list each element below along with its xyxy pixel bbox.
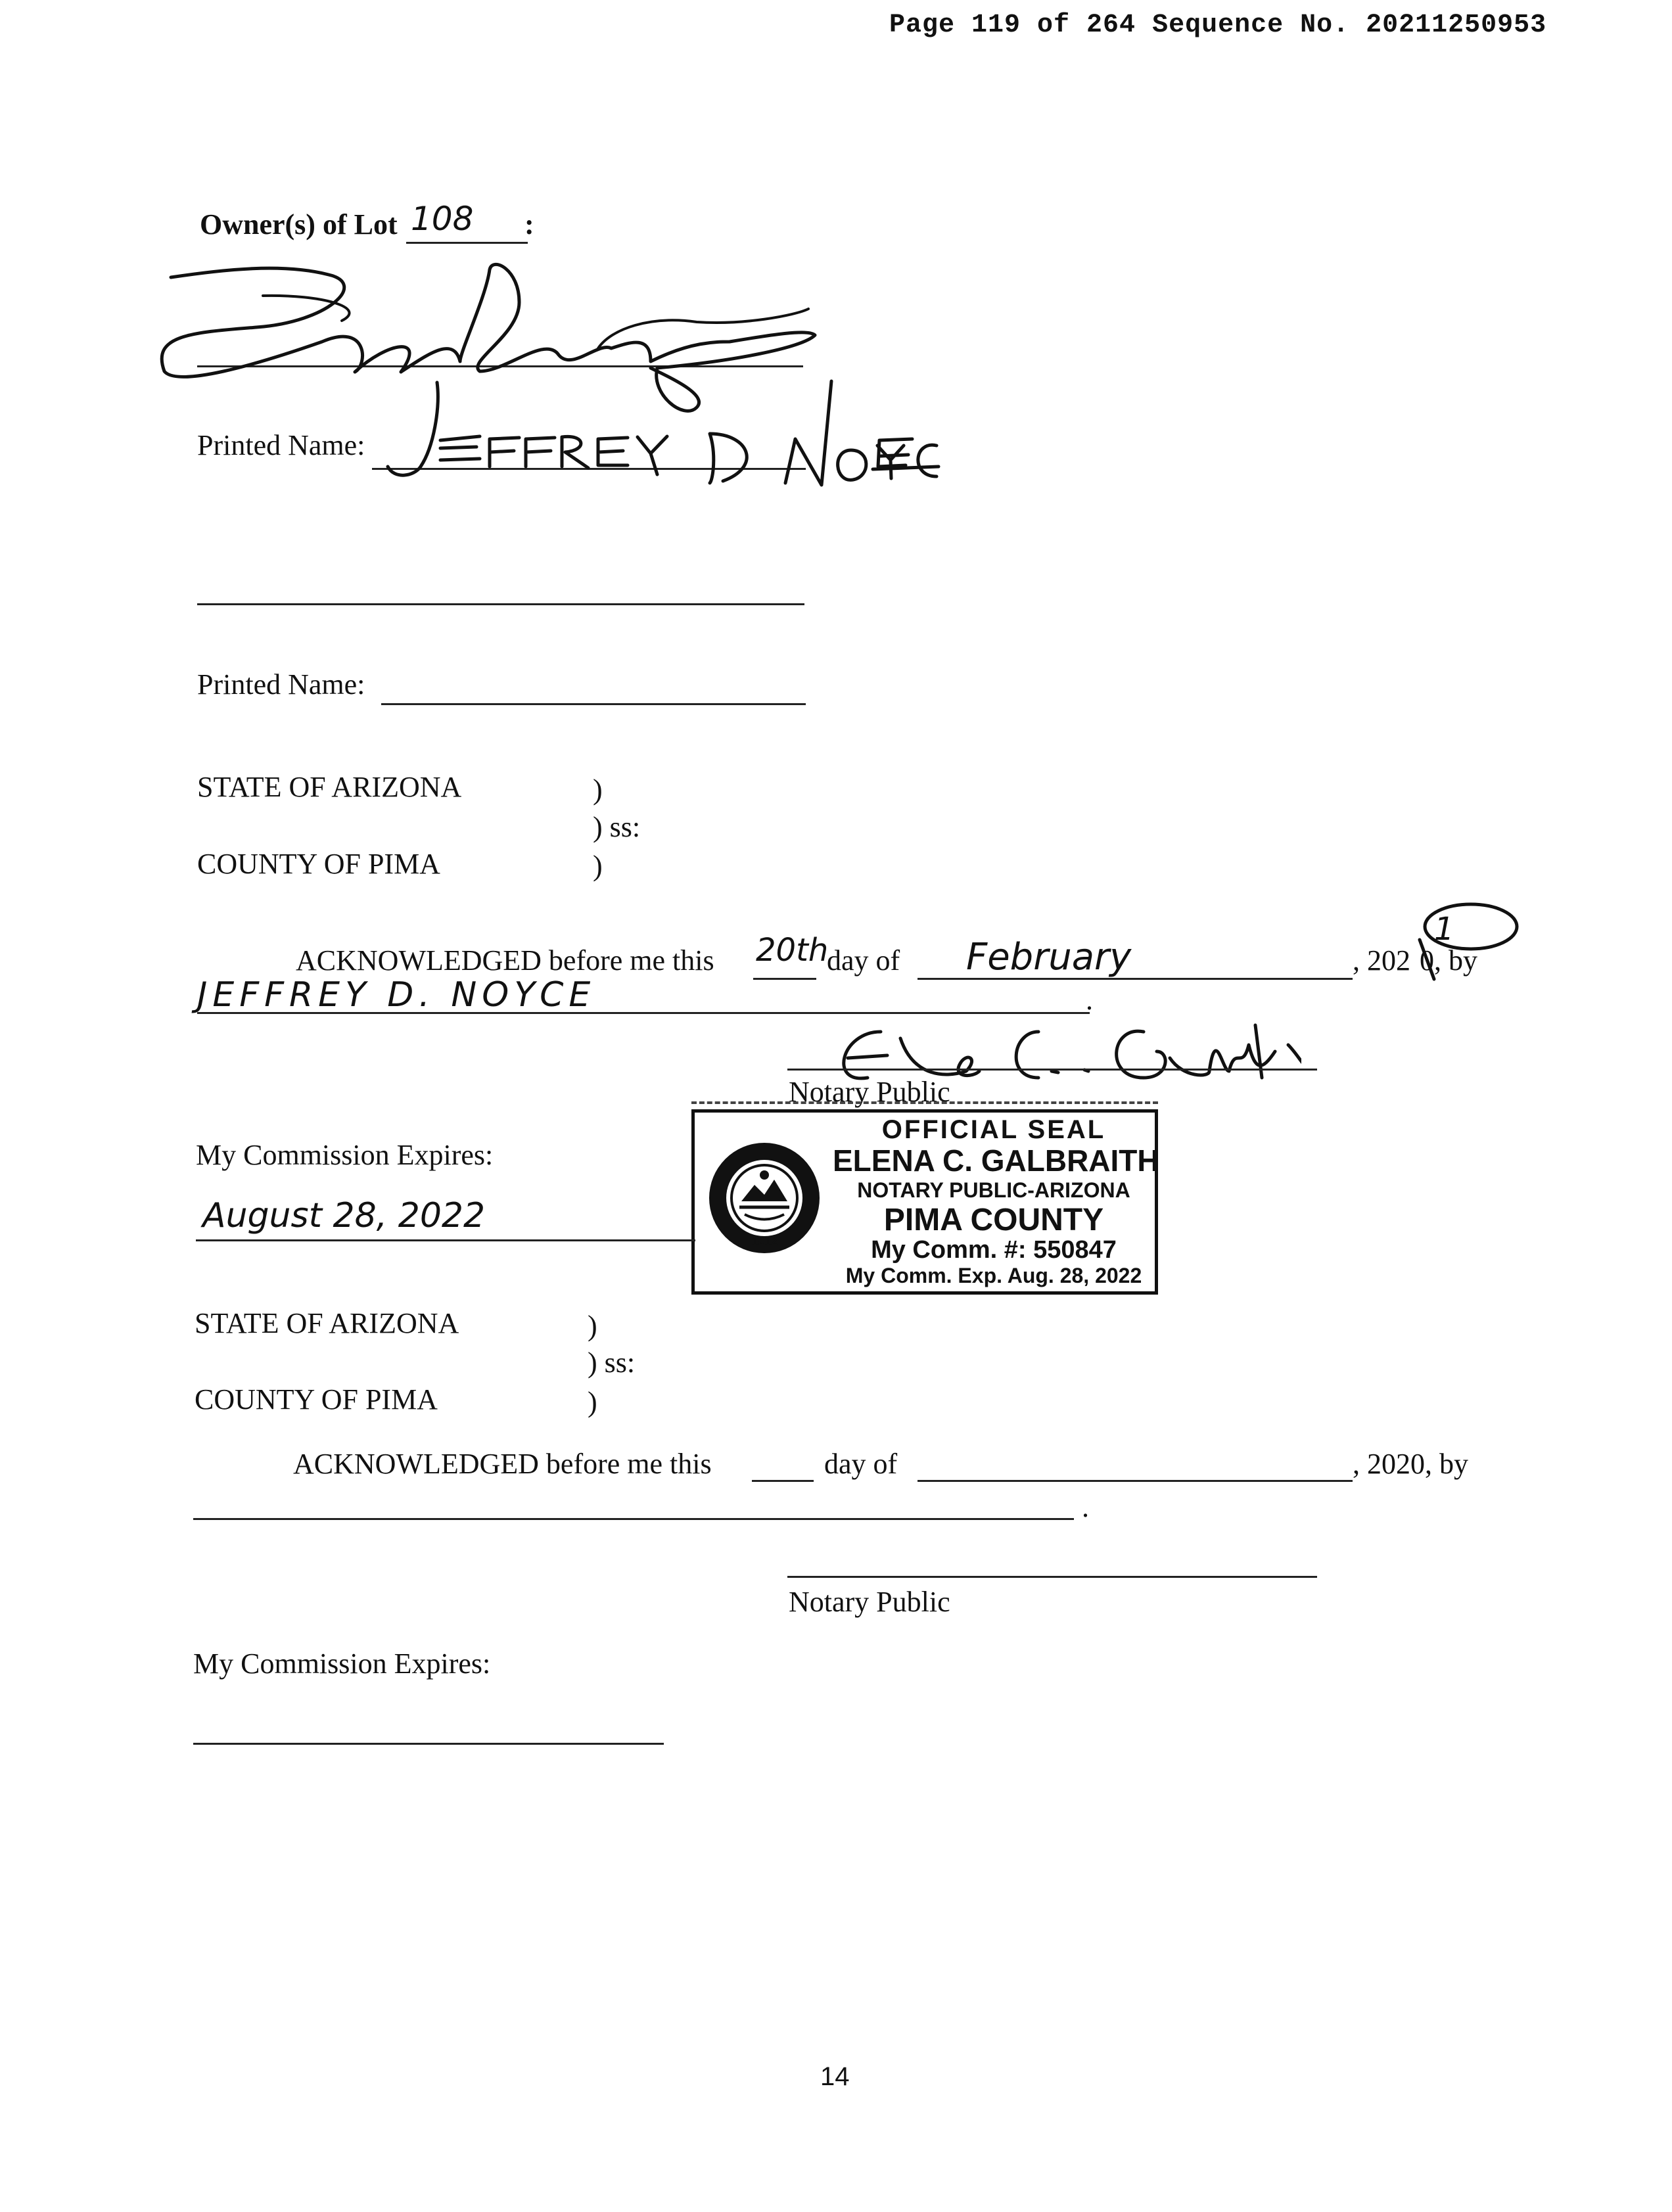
lot-number-value: 108 xyxy=(411,200,474,238)
paren-bottom-2: ) xyxy=(588,1386,597,1418)
paren-ss-1: ) ss: xyxy=(593,811,641,843)
notary-signature-line-1 xyxy=(787,1069,1317,1071)
printed-name-line-1 xyxy=(372,468,806,470)
seal-line-official: OFFICIAL SEAL xyxy=(881,1115,1106,1144)
month-line-2 xyxy=(917,1480,1353,1482)
day-of-2: day of xyxy=(824,1448,898,1480)
printed-name-label-1: Printed Name: xyxy=(197,429,365,461)
commission-line-2 xyxy=(193,1743,664,1745)
seal-line-comm-exp: My Comm. Exp. Aug. 28, 2022 xyxy=(845,1264,1142,1287)
notary-public-label-1: Notary Public xyxy=(789,1076,950,1108)
owner-signature xyxy=(151,243,1006,460)
owner-signature-line xyxy=(197,365,803,367)
paren-bottom-1: ) xyxy=(593,850,603,882)
year-correction-digit: 1 xyxy=(1434,911,1454,948)
day-of-1: day of xyxy=(827,944,900,977)
paren-top-1: ) xyxy=(593,773,603,806)
lot-number-line xyxy=(406,242,528,244)
page-sequence-header: Page 119 of 264 Sequence No. 20211250953 xyxy=(889,11,1547,40)
printed-name-line-2 xyxy=(381,703,806,705)
commission-label-2: My Commission Expires: xyxy=(193,1647,491,1680)
county-label-2: COUNTY OF PIMA xyxy=(195,1383,438,1416)
year-prefix-1: , 202 xyxy=(1353,944,1410,977)
notary-public-label-2: Notary Public xyxy=(789,1586,950,1618)
co-owner-signature-line xyxy=(197,603,804,605)
seal-line-comm-number: My Comm. #: 550847 xyxy=(871,1236,1117,1264)
ack-prefix-1: ACKNOWLEDGED before me this xyxy=(296,944,714,977)
signer-name-line-2 xyxy=(193,1518,1074,1520)
month-value-1: February xyxy=(966,936,1132,979)
printed-name-label-2: Printed Name: xyxy=(197,668,365,701)
year-suffix-2: , 2020, by xyxy=(1353,1448,1468,1480)
paren-ss-2: ) ss: xyxy=(588,1347,636,1379)
official-seal-stamp xyxy=(691,1109,1158,1295)
seal-line-notary: NOTARY PUBLIC-ARIZONA xyxy=(857,1178,1130,1202)
commission-value-1: August 28, 2022 xyxy=(202,1196,486,1235)
state-label-1: STATE OF ARIZONA xyxy=(197,771,462,803)
seal-line-county: PIMA COUNTY xyxy=(883,1203,1104,1237)
seal-emblem-year: 1912 xyxy=(751,1235,778,1248)
signer-period-1: . xyxy=(1086,984,1093,1016)
printed-name-value-1-e xyxy=(866,427,945,506)
day-value-1: 20th xyxy=(756,932,829,969)
commission-line-1 xyxy=(196,1239,695,1241)
signer-period-2: . xyxy=(1082,1491,1089,1523)
day-line-1 xyxy=(753,978,816,980)
notary-signature-line-2 xyxy=(787,1576,1317,1578)
year-suffix-1: , by xyxy=(1434,944,1477,977)
day-line-2 xyxy=(752,1480,814,1482)
owner-colon: : xyxy=(524,208,534,241)
ack-prefix-2: ACKNOWLEDGED before me this xyxy=(293,1448,712,1480)
year-struck-digit-1: 0 xyxy=(1420,944,1434,977)
signer-name-1: JEFFREY D. NOYCE xyxy=(197,975,596,1015)
county-label-1: COUNTY OF PIMA xyxy=(197,848,440,880)
page-number: 14 xyxy=(820,2062,850,2091)
printed-name-value-1 xyxy=(368,368,960,499)
commission-label-1: My Commission Expires: xyxy=(196,1139,494,1171)
seal-top-border xyxy=(691,1101,1158,1104)
paren-top-2: ) xyxy=(588,1310,597,1342)
state-label-2: STATE OF ARIZONA xyxy=(195,1307,459,1339)
seal-line-name: ELENA C. GALBRAITH xyxy=(833,1143,1159,1178)
owner-of-lot-label: Owner(s) of Lot xyxy=(200,208,398,241)
